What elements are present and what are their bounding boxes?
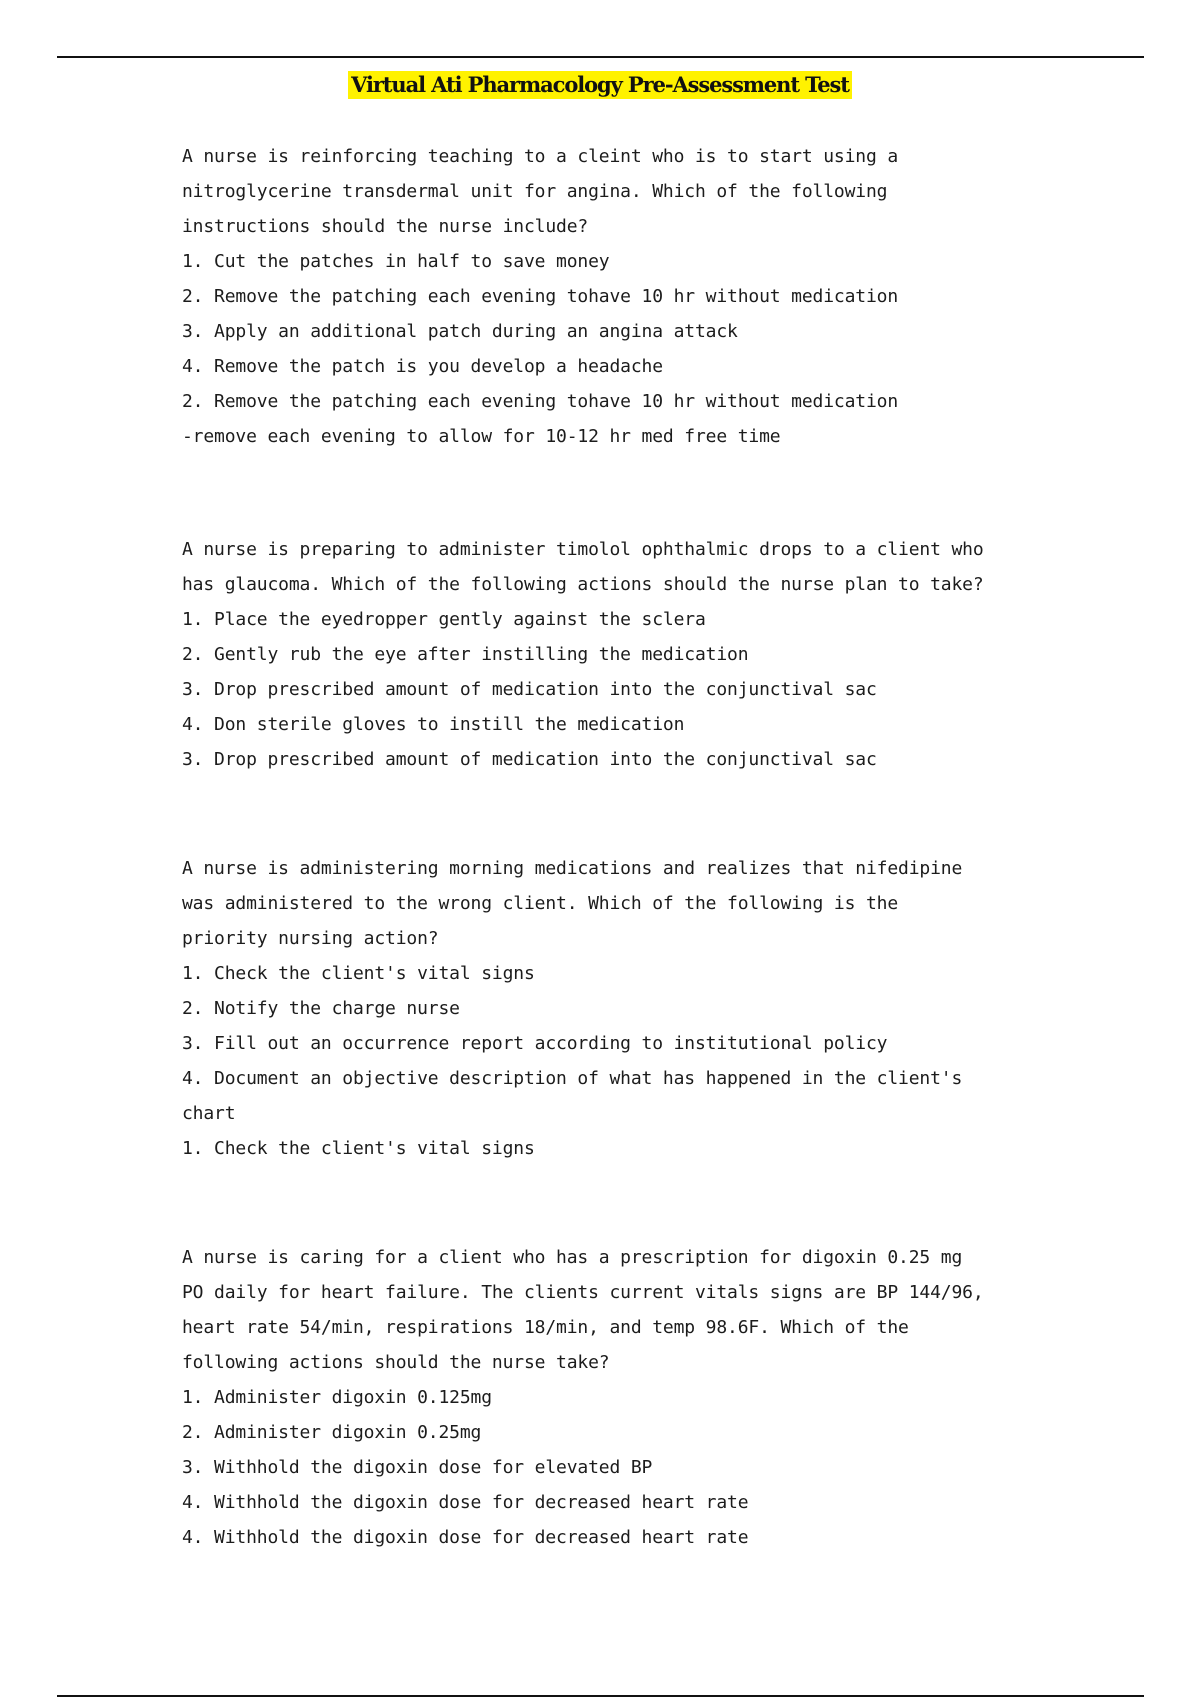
question-stem-line: has glaucoma. Which of the following actions should the nurse plan to take? — [182, 574, 984, 595]
answer-option: 3. Drop prescribed amount of medication into the conjunctival sac — [182, 679, 877, 700]
question-stem-line: A nurse is preparing to administer timolol ophthalmic drops to a client who — [182, 539, 984, 560]
top-rule — [57, 56, 1144, 58]
question-stem-line: PO daily for heart failure. The clients current vitals signs are BP 144/96, — [182, 1282, 984, 1303]
correct-answer: 2. Remove the patching each evening tohave 10 hr without medication — [182, 391, 899, 412]
question-stem-line: A nurse is caring for a client who has a prescription for digoxin 0.25 mg — [182, 1247, 963, 1268]
answer-option: 4. Document an objective description of what has happened in the client's — [182, 1068, 963, 1089]
question-stem-line: priority nursing action? — [182, 928, 439, 949]
question-stem-line: heart rate 54/min, respirations 18/min, and temp 98.6F. Which of the — [182, 1317, 909, 1338]
question-4 — [182, 1240, 1082, 1555]
question-3 — [182, 851, 1082, 1166]
answer-option: 4. Withhold the digoxin dose for decreased heart rate — [182, 1492, 749, 1513]
answer-option: 3. Apply an additional patch during an angina attack — [182, 321, 738, 342]
answer-rationale: -remove each evening to allow for 10-12 hr med free time — [182, 426, 781, 447]
bottom-rule — [57, 1695, 1144, 1697]
answer-option: 3. Fill out an occurrence report according to institutional policy — [182, 1033, 888, 1054]
answer-option-continuation: chart — [182, 1103, 236, 1124]
answer-option: 2. Notify the charge nurse — [182, 998, 460, 1019]
answer-option: 1. Cut the patches in half to save money — [182, 251, 610, 272]
correct-answer: 3. Drop prescribed amount of medication into the conjunctival sac — [182, 749, 877, 770]
question-2 — [182, 532, 1082, 777]
question-stem-line: instructions should the nurse include? — [182, 216, 589, 237]
answer-option: 4. Don sterile gloves to instill the medication — [182, 714, 685, 735]
answer-option: 2. Gently rub the eye after instilling the medication — [182, 644, 749, 665]
title-container — [0, 71, 1200, 99]
answer-option: 2. Administer digoxin 0.25mg — [182, 1422, 482, 1443]
correct-answer: 1. Check the client's vital signs — [182, 1138, 535, 1159]
answer-option: 2. Remove the patching each evening tohave 10 hr without medication — [182, 286, 899, 307]
answer-option: 4. Remove the patch is you develop a headache — [182, 356, 663, 377]
correct-answer: 4. Withhold the digoxin dose for decreased heart rate — [182, 1527, 749, 1548]
answer-option: 1. Place the eyedropper gently against the sclera — [182, 609, 706, 630]
question-stem-line: A nurse is reinforcing teaching to a cleint who is to start using a — [182, 146, 899, 167]
document-title: Virtual Ati Pharmacology Pre-Assessment Test — [348, 71, 852, 99]
question-stem-line: A nurse is administering morning medications and realizes that nifedipine — [182, 858, 963, 879]
question-1 — [182, 139, 1082, 454]
answer-option: 1. Check the client's vital signs — [182, 963, 535, 984]
question-stem-line: following actions should the nurse take? — [182, 1352, 610, 1373]
question-stem-line: nitroglycerine transdermal unit for angina. Which of the following — [182, 181, 888, 202]
answer-option: 3. Withhold the digoxin dose for elevated BP — [182, 1457, 653, 1478]
answer-option: 1. Administer digoxin 0.125mg — [182, 1387, 492, 1408]
question-stem-line: was administered to the wrong client. Which of the following is the — [182, 893, 899, 914]
